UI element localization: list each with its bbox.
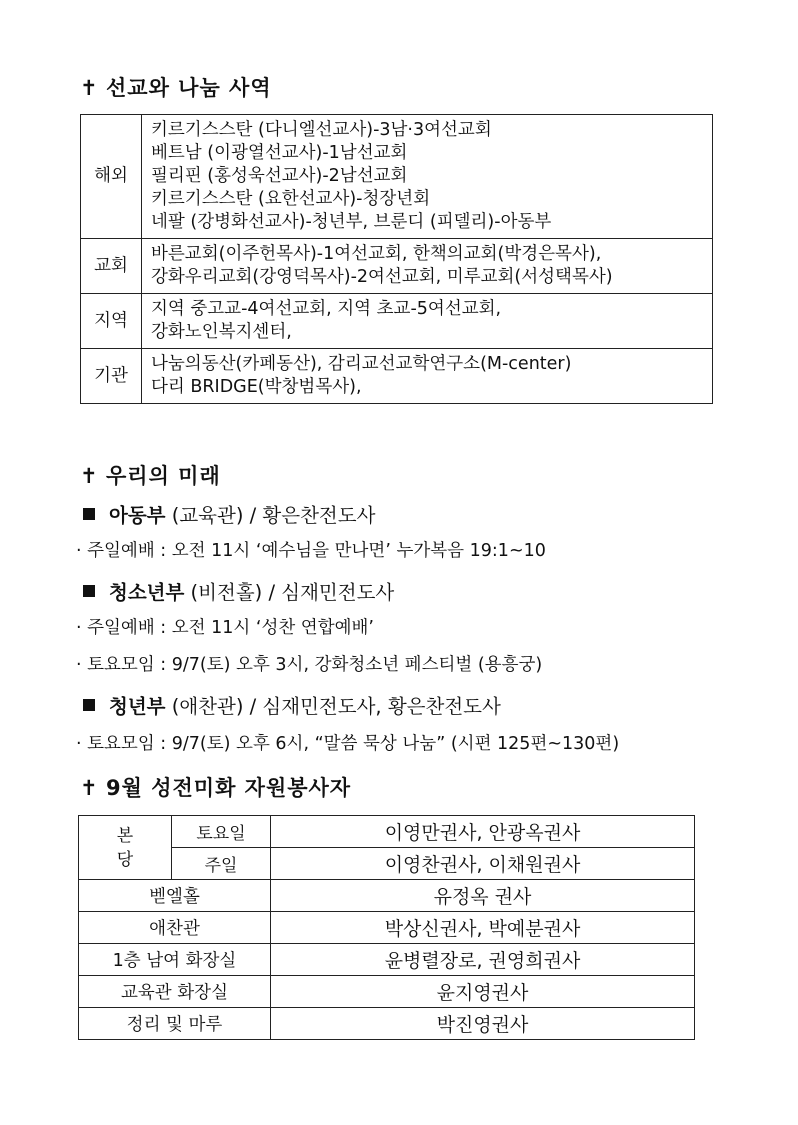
- list-item: 키르기스스탄 (다니엘선교사)-3남·3여선교회: [151, 120, 492, 140]
- dept-name: 청년부: [109, 695, 166, 718]
- list-item: 베트남 (이광열선교사)-1남선교회: [151, 143, 408, 163]
- place-cell: 토요일: [172, 816, 271, 848]
- future-title: 우리의 미래: [106, 464, 221, 488]
- cross-icon: ✝: [80, 464, 99, 488]
- place-cell: 주일: [172, 848, 271, 880]
- place-cell: 벧엘홀: [79, 880, 271, 912]
- dept-name: 아동부: [109, 504, 166, 527]
- children-dept-heading: [83, 500, 375, 528]
- volunteers-title: 9월 성전미화 자원봉사자: [106, 776, 352, 800]
- list-item: · 토요모임 : 9/7(토) 오후 6시, “말씀 묵상 나눔” (시편 125편~130편): [76, 734, 620, 754]
- square-bullet-icon: [83, 508, 95, 520]
- cross-icon: ✝: [80, 776, 99, 800]
- table-row: [79, 912, 695, 944]
- table-row: [79, 1008, 695, 1040]
- list-item: 지역 중고교-4여선교회, 지역 초교-5여선교회,: [151, 299, 502, 319]
- names-cell: 이영만권사, 안광옥권사: [271, 816, 695, 848]
- place-cell: 정리 및 마루: [79, 1008, 271, 1040]
- list-item: 나눔의동산(카페동산), 감리교선교학연구소(M-center): [151, 354, 572, 374]
- cross-icon: ✝: [80, 76, 99, 100]
- row-label: 교회: [81, 239, 142, 294]
- table-row: [81, 239, 713, 294]
- place-cell: 애찬관: [79, 912, 271, 944]
- main-hall-label: 본 당: [79, 816, 172, 880]
- list-item: · 주일예배 : 오전 11시 ‘예수님을 만나면’ 누가복음 19:1~10: [76, 541, 546, 561]
- youth-dept-heading: [83, 577, 394, 605]
- list-item: 강화우리교회(강영덕목사)-2여선교회, 미루교회(서성택목사): [151, 267, 613, 287]
- list-item: 강화노인복지센터,: [151, 322, 292, 342]
- list-item: · 토요모임 : 9/7(토) 오후 3시, 강화청소년 페스티벌 (용흥궁): [76, 655, 543, 675]
- table-row: [79, 816, 695, 848]
- dept-detail: (교육관) / 황은찬전도사: [165, 504, 376, 527]
- table-row: [81, 294, 713, 349]
- square-bullet-icon: [83, 699, 95, 711]
- table-row: [81, 349, 713, 404]
- list-item: 바른교회(이주헌목사)-1여선교회, 한책의교회(박경은목사),: [151, 244, 602, 264]
- names-cell: 박진영권사: [271, 1008, 695, 1040]
- table-row: [79, 944, 695, 976]
- names-cell: 박상신권사, 박예분권사: [271, 912, 695, 944]
- table-row: [79, 848, 695, 880]
- row-label: 기관: [81, 349, 142, 404]
- dept-name: 청소년부: [109, 581, 185, 604]
- mission-heading: [80, 72, 272, 102]
- list-item: 네팔 (강병화선교사)-청년부, 브룬디 (피델리)-아동부: [151, 212, 552, 232]
- place-cell: 교육관 화장실: [79, 976, 271, 1008]
- future-heading: [80, 460, 221, 490]
- volunteers-table: [78, 815, 695, 1040]
- dept-detail: (비전홀) / 심재민전도사: [184, 581, 395, 604]
- table-row: [79, 880, 695, 912]
- volunteers-heading: [80, 772, 351, 802]
- list-item: · 주일예배 : 오전 11시 ‘성찬 연합예배’: [76, 618, 374, 638]
- place-cell: 1층 남여 화장실: [79, 944, 271, 976]
- names-cell: 유정옥 권사: [271, 880, 695, 912]
- mission-title: 선교와 나눔 사역: [106, 76, 272, 100]
- young-adults-dept-heading: [83, 691, 501, 719]
- names-cell: 윤병렬장로, 권영희권사: [271, 944, 695, 976]
- mission-table: [80, 114, 713, 404]
- row-label: 해외: [81, 115, 142, 239]
- table-row: [81, 115, 713, 239]
- square-bullet-icon: [83, 585, 95, 597]
- list-item: 필리핀 (홍성욱선교사)-2남선교회: [151, 166, 408, 186]
- names-cell: 이영찬권사, 이채원권사: [271, 848, 695, 880]
- table-row: [79, 976, 695, 1008]
- row-label: 지역: [81, 294, 142, 349]
- list-item: 다리 BRIDGE(박창범목사),: [151, 377, 362, 397]
- names-cell: 윤지영권사: [271, 976, 695, 1008]
- dept-detail: (애찬관) / 심재민전도사, 황은찬전도사: [165, 695, 501, 718]
- list-item: 키르기스스탄 (요한선교사)-청장년회: [151, 189, 431, 209]
